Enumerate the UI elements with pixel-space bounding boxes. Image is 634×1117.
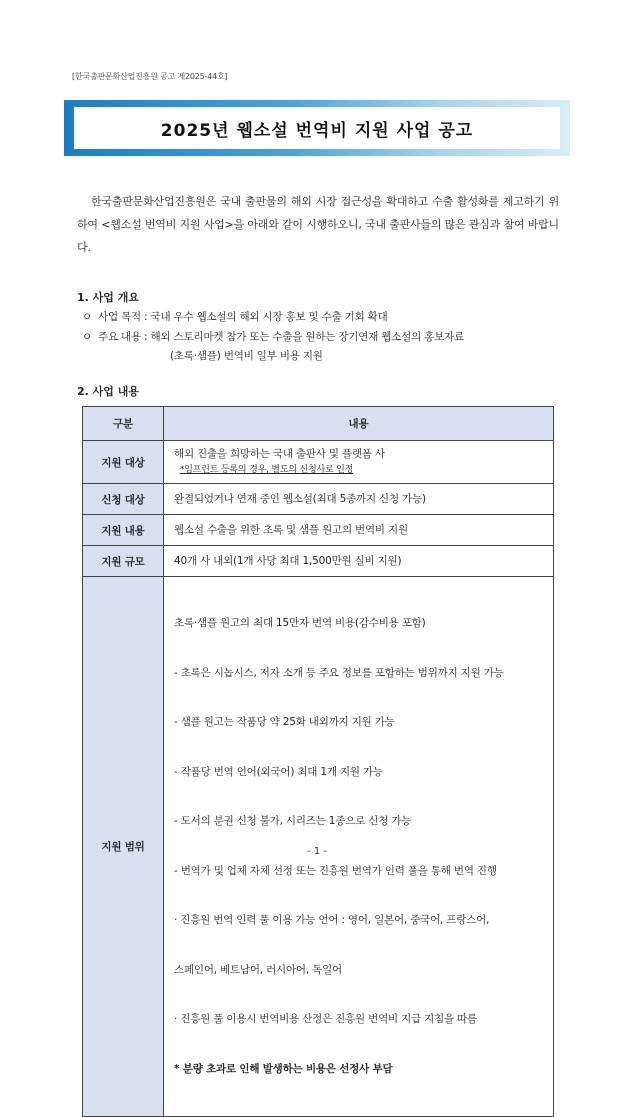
range-line: - 번역가 및 업체 자체 선정 또는 진흥원 번역가 인력 풀을 통해 번역 진행 (174, 864, 497, 877)
row-content: 웹소설 수출을 위한 초록 및 샘플 원고의 번역비 지원 (164, 515, 554, 546)
row-label: 신청 대상 (83, 484, 164, 515)
range-line: - 초록은 시놉시스, 저자 소개 등 주요 정보를 포함하는 범위까지 지원 가능 (174, 666, 504, 679)
page-number: - 1 - (307, 846, 327, 857)
page-title: 2025년 웹소설 번역비 지원 사업 공고 (160, 120, 474, 141)
header-content: 내용 (164, 407, 554, 441)
row-content-text: 해외 진출을 희망하는 국내 출판사 및 플랫폼 사 (174, 448, 385, 460)
range-line: - 도서의 분권 신청 불가, 시리즈는 1종으로 신청 가능 (174, 815, 412, 827)
overview-item-purpose (82, 309, 388, 324)
header-category: 구분 (83, 407, 164, 441)
row-note: *임프린트 등록의 경우, 별도의 신청사로 인정 (180, 465, 354, 475)
table-header-row (83, 407, 554, 441)
row-content (164, 441, 554, 484)
range-line: · 진흥원 풀 이용시 번역비용 산정은 진흥원 번역비 지급 지침을 따름 (174, 1013, 477, 1025)
overview-item-text: 주요 내용 : 해외 스토리마켓 참가 또는 수출을 원하는 장기연재 웹소설의 홍보자료 (98, 331, 464, 343)
row-label: 지원 규모 (83, 546, 164, 577)
overview-item-continuation: (초록·샘플) 번역비 일부 비용 지원 (170, 350, 323, 362)
section-2-heading: 2. 사업 내용 (77, 385, 139, 398)
overview-item-text: 사업 목적 : 국내 우수 웹소설의 해외 시장 홍보 및 수출 기회 확대 (98, 311, 388, 323)
table-row (83, 484, 554, 515)
intro-paragraph: 한국출판문화산업진흥원은 국내 출판물의 해외 시장 접근성을 확대하고 수출 활성화를 제고하기 위하여 <웹소설 번역비 지원 사업>을 아래와 같이 시행하오니, 국내 출판사들의 많은 관심과 참여 바랍니다. (77, 195, 559, 254)
section-1-heading: 1. 사업 개요 (77, 291, 139, 304)
table-row (83, 546, 554, 577)
bullet-icon: ㅇ (82, 331, 92, 343)
range-line: 스페인어, 베트남어, 러시아어, 독일어 (174, 963, 342, 976)
table-row (83, 515, 554, 546)
title-box (74, 107, 560, 149)
range-line: - 샘플 원고는 작품당 약 25화 내외까지 지원 가능 (174, 716, 395, 728)
row-content: 완결되었거나 연재 중인 웹소설(최대 5종까지 신청 가능) (164, 484, 554, 515)
table-row (83, 441, 554, 484)
program-details-table (82, 406, 554, 1117)
row-label: 지원 대상 (83, 441, 164, 484)
range-line-emphasis: * 분량 초과로 인해 발생하는 비용은 선정사 부담 (174, 1062, 393, 1075)
row-content: 40개 사 내외(1개 사당 최대 1,500만원 실비 지원) (164, 546, 554, 577)
range-line: - 작품당 번역 언어(외국어) 최대 1개 지원 가능 (174, 765, 383, 778)
row-label: 지원 내용 (83, 515, 164, 546)
overview-item-content (82, 329, 464, 344)
row-label: 지원 범위 (83, 577, 164, 1117)
range-line: 초록·샘플 원고의 최대 15만자 번역 비용(감수비용 포함) (174, 617, 426, 629)
bullet-icon: ㅇ (82, 311, 92, 323)
notice-number: [한국출판문화산업진흥원 공고 제2025-44호] (72, 72, 228, 81)
range-line: · 진흥원 번역 인력 풀 이용 가능 언어 : 영어, 일본어, 중국어, 프랑스어, (174, 914, 490, 926)
